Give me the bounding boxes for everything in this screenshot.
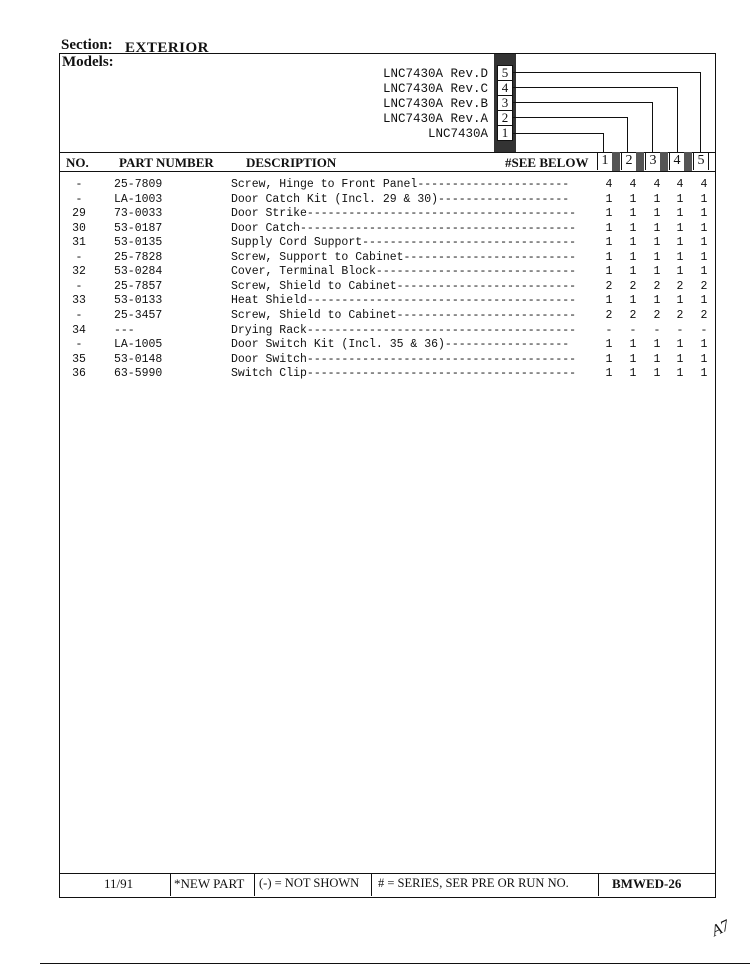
connector-drop-3 bbox=[652, 102, 653, 152]
table-row bbox=[60, 251, 710, 265]
row-qty-model-1: 1 bbox=[605, 294, 613, 308]
row-qty-model-1: 1 bbox=[605, 250, 613, 264]
column-header-5: 5 bbox=[693, 152, 709, 170]
header-see-below: #SEE BELOW bbox=[505, 155, 589, 170]
row-description: Screw, Shield to Cabinet-------------------------- bbox=[231, 279, 577, 293]
row-qty-model-2: 1 bbox=[629, 294, 637, 308]
table-row bbox=[60, 207, 710, 221]
row-qty-model-2: 2 bbox=[629, 279, 637, 293]
row-qty-model-2: 1 bbox=[629, 367, 637, 381]
row-number: 32 bbox=[72, 265, 86, 279]
row-qty-model-2: 2 bbox=[629, 308, 637, 322]
row-qty-model-5: 1 bbox=[700, 338, 708, 352]
footer-separator bbox=[371, 874, 372, 896]
table-row bbox=[60, 367, 710, 381]
table-row bbox=[60, 309, 710, 323]
row-part-number: 25-3457 bbox=[114, 308, 163, 322]
row-description: Screw, Support to Cabinet------------------------- bbox=[231, 250, 577, 264]
connector-line-5 bbox=[513, 72, 701, 73]
row-qty-model-4: 4 bbox=[676, 178, 684, 191]
row-qty-model-5: 1 bbox=[700, 367, 708, 381]
row-qty-model-3: 1 bbox=[653, 294, 661, 308]
row-qty-model-3: 1 bbox=[653, 192, 661, 206]
row-qty-model-1: 1 bbox=[605, 192, 613, 206]
row-qty-model-2: 1 bbox=[629, 250, 637, 264]
row-qty-model-1: - bbox=[605, 323, 613, 337]
row-qty-model-1: 1 bbox=[605, 236, 613, 250]
row-qty-model-5: 4 bbox=[700, 178, 708, 191]
bottom-rule bbox=[40, 963, 750, 964]
connector-line-4 bbox=[513, 87, 678, 88]
footer-separator bbox=[254, 874, 255, 896]
row-qty-model-3: 1 bbox=[653, 367, 661, 381]
row-qty-model-2: 1 bbox=[629, 265, 637, 279]
row-qty-model-4: 2 bbox=[676, 279, 684, 293]
row-qty-model-3: - bbox=[653, 323, 661, 337]
row-number: - bbox=[75, 338, 83, 352]
row-number: 35 bbox=[72, 352, 86, 366]
model-number-box-1: 1 bbox=[497, 125, 513, 141]
row-qty-model-4: 1 bbox=[676, 236, 684, 250]
connector-line-1 bbox=[513, 133, 604, 134]
model-name-rev-c: LNC7430A Rev.C bbox=[382, 82, 488, 96]
row-number: 34 bbox=[72, 323, 86, 337]
row-qty-model-4: 1 bbox=[676, 250, 684, 264]
row-qty-model-3: 2 bbox=[653, 279, 661, 293]
footer-series-note: # = SERIES, SER PRE OR RUN NO. bbox=[378, 876, 569, 890]
row-qty-model-5: 2 bbox=[700, 279, 708, 293]
table-row bbox=[60, 338, 710, 352]
table-row bbox=[60, 280, 710, 294]
row-qty-model-3: 4 bbox=[653, 178, 661, 191]
header-no: NO. bbox=[66, 155, 89, 170]
row-qty-model-4: 2 bbox=[676, 308, 684, 322]
row-qty-model-5: 1 bbox=[700, 207, 708, 221]
table-row bbox=[60, 265, 710, 279]
row-qty-model-2: 1 bbox=[629, 221, 637, 235]
row-qty-model-5: 1 bbox=[700, 236, 708, 250]
row-qty-model-1: 1 bbox=[605, 265, 613, 279]
row-qty-model-3: 1 bbox=[653, 338, 661, 352]
connector-line-3 bbox=[513, 102, 653, 103]
row-description: Door Switch Kit (Incl. 35 & 36)------------------ bbox=[231, 338, 570, 352]
footer-page-code: BMWED-26 bbox=[612, 876, 682, 891]
row-part-number: 53-0187 bbox=[114, 221, 163, 235]
model-name-rev-b: LNC7430A Rev.B bbox=[382, 97, 488, 111]
row-description: Screw, Hinge to Front Panel---------------------- bbox=[231, 178, 570, 191]
row-qty-model-4: 1 bbox=[676, 338, 684, 352]
row-qty-model-4: 1 bbox=[676, 352, 684, 366]
row-qty-model-2: 1 bbox=[629, 207, 637, 221]
row-part-number: 73-0033 bbox=[114, 207, 163, 221]
row-qty-model-2: 1 bbox=[629, 192, 637, 206]
row-qty-model-5: 1 bbox=[700, 221, 708, 235]
row-number: - bbox=[75, 279, 83, 293]
header-part-number: PART NUMBER bbox=[119, 155, 214, 170]
row-qty-model-5: 2 bbox=[700, 308, 708, 322]
row-qty-model-2: - bbox=[629, 323, 637, 337]
column-shade-4 bbox=[684, 152, 692, 171]
row-qty-model-5: 1 bbox=[700, 294, 708, 308]
footer-not-shown: (-) = NOT SHOWN bbox=[259, 876, 360, 890]
row-description: Heat Shield--------------------------------------- bbox=[231, 294, 577, 308]
row-qty-model-3: 1 bbox=[653, 250, 661, 264]
row-qty-model-3: 1 bbox=[653, 221, 661, 235]
connector-line-2 bbox=[513, 117, 628, 118]
table-row bbox=[60, 178, 710, 192]
row-part-number: 53-0135 bbox=[114, 236, 163, 250]
row-description: Door Catch---------------------------------------- bbox=[231, 221, 577, 235]
row-qty-model-4: 1 bbox=[676, 367, 684, 381]
row-qty-model-1: 2 bbox=[605, 279, 613, 293]
row-description: Screw, Shield to Cabinet-------------------------- bbox=[231, 308, 577, 322]
row-qty-model-5: - bbox=[700, 323, 708, 337]
model-number-box-5: 5 bbox=[497, 65, 513, 81]
connector-drop-1 bbox=[603, 133, 604, 152]
row-part-number: 25-7828 bbox=[114, 250, 163, 264]
table-row bbox=[60, 222, 710, 236]
handwritten-mark: A7 bbox=[709, 917, 733, 941]
row-description: Supply Cord Support------------------------------- bbox=[231, 236, 577, 250]
footer-separator bbox=[598, 874, 599, 896]
row-qty-model-1: 4 bbox=[605, 178, 613, 191]
row-qty-model-2: 4 bbox=[629, 178, 637, 191]
table-row bbox=[60, 193, 710, 207]
footer-date: 11/91 bbox=[104, 876, 134, 891]
row-number: - bbox=[75, 250, 83, 264]
row-qty-model-3: 2 bbox=[653, 308, 661, 322]
row-qty-model-4: 1 bbox=[676, 294, 684, 308]
row-description: Switch Clip--------------------------------------- bbox=[231, 367, 577, 381]
row-description: Door Catch Kit (Incl. 29 & 30)------------------- bbox=[231, 192, 570, 206]
connector-drop-5 bbox=[700, 72, 701, 152]
column-header-3: 3 bbox=[645, 152, 661, 170]
table-row bbox=[60, 294, 710, 308]
table-row bbox=[60, 324, 710, 338]
row-part-number: LA-1005 bbox=[114, 338, 163, 352]
row-qty-model-1: 2 bbox=[605, 308, 613, 322]
row-qty-model-1: 1 bbox=[605, 207, 613, 221]
row-qty-model-5: 1 bbox=[700, 192, 708, 206]
row-part-number: LA-1003 bbox=[114, 192, 163, 206]
row-qty-model-2: 1 bbox=[629, 236, 637, 250]
row-number: 36 bbox=[72, 367, 86, 381]
row-qty-model-3: 1 bbox=[653, 352, 661, 366]
header-description: DESCRIPTION bbox=[246, 155, 337, 170]
model-name-base: LNC7430A bbox=[427, 127, 488, 141]
model-number-box-4: 4 bbox=[497, 80, 513, 96]
models-label: Models: bbox=[62, 54, 114, 70]
row-number: 30 bbox=[72, 221, 86, 235]
row-qty-model-3: 1 bbox=[653, 207, 661, 221]
row-qty-model-3: 1 bbox=[653, 236, 661, 250]
row-qty-model-2: 1 bbox=[629, 338, 637, 352]
row-number: - bbox=[75, 192, 83, 206]
connector-drop-4 bbox=[677, 87, 678, 152]
row-qty-model-5: 1 bbox=[700, 352, 708, 366]
row-number: 29 bbox=[72, 207, 86, 221]
table-row bbox=[60, 236, 710, 250]
row-part-number: 25-7809 bbox=[114, 178, 163, 191]
row-qty-model-1: 1 bbox=[605, 367, 613, 381]
footer-new-part: *NEW PART bbox=[174, 876, 245, 891]
column-header-1: 1 bbox=[597, 152, 613, 170]
row-description: Cover, Terminal Block----------------------------- bbox=[231, 265, 577, 279]
row-part-number: 53-0133 bbox=[114, 294, 163, 308]
row-part-number: 53-0148 bbox=[114, 352, 163, 366]
row-qty-model-5: 1 bbox=[700, 265, 708, 279]
row-qty-model-4: 1 bbox=[676, 221, 684, 235]
row-qty-model-2: 1 bbox=[629, 352, 637, 366]
column-shade-3 bbox=[660, 152, 668, 171]
row-qty-model-1: 1 bbox=[605, 338, 613, 352]
model-number-box-2: 2 bbox=[497, 110, 513, 126]
footer-separator bbox=[170, 874, 171, 896]
row-qty-model-4: 1 bbox=[676, 192, 684, 206]
footer-rule bbox=[59, 873, 716, 874]
section-label: Section: bbox=[61, 37, 113, 53]
row-qty-model-5: 1 bbox=[700, 250, 708, 264]
row-description: Door Strike--------------------------------------- bbox=[231, 207, 577, 221]
row-qty-model-4: - bbox=[676, 323, 684, 337]
row-qty-model-3: 1 bbox=[653, 265, 661, 279]
row-qty-model-4: 1 bbox=[676, 265, 684, 279]
header-rule-bottom bbox=[59, 171, 716, 172]
model-name-rev-d: LNC7430A Rev.D bbox=[382, 67, 488, 81]
column-shade-2 bbox=[636, 152, 644, 171]
row-part-number: 53-0284 bbox=[114, 265, 163, 279]
row-number: 31 bbox=[72, 236, 86, 250]
row-description: Drying Rack--------------------------------------- bbox=[231, 323, 577, 337]
row-number: 33 bbox=[72, 294, 86, 308]
connector-drop-2 bbox=[627, 117, 628, 152]
section-value: EXTERIOR bbox=[125, 40, 210, 56]
column-header-4: 4 bbox=[669, 152, 685, 170]
row-qty-model-1: 1 bbox=[605, 221, 613, 235]
row-part-number: --- bbox=[114, 323, 135, 337]
row-number: - bbox=[75, 178, 83, 191]
row-number: - bbox=[75, 308, 83, 322]
column-shade-1 bbox=[612, 152, 620, 171]
row-qty-model-1: 1 bbox=[605, 352, 613, 366]
model-number-box-3: 3 bbox=[497, 95, 513, 111]
row-description: Door Switch--------------------------------------- bbox=[231, 352, 577, 366]
column-header-2: 2 bbox=[621, 152, 637, 170]
row-part-number: 25-7857 bbox=[114, 279, 163, 293]
row-part-number: 63-5990 bbox=[114, 367, 163, 381]
row-qty-model-4: 1 bbox=[676, 207, 684, 221]
table-row bbox=[60, 353, 710, 367]
model-name-rev-a: LNC7430A Rev.A bbox=[382, 112, 488, 126]
